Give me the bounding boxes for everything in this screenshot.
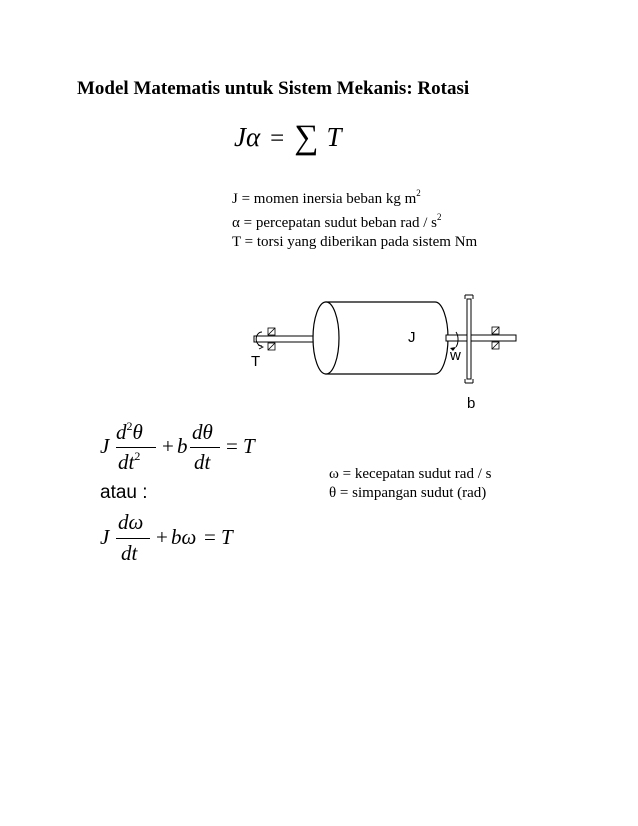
main-equation-equals: = bbox=[270, 125, 285, 152]
definition-J: J = momen inersia beban kg $m^2$ bbox=[232, 188, 421, 207]
main-equation-lhs: Jα bbox=[234, 122, 261, 152]
eq2-J: J bbox=[100, 525, 110, 549]
eq2-rhs: T bbox=[221, 525, 233, 549]
eq1-b: b bbox=[177, 434, 188, 458]
inertia-cylinder bbox=[313, 302, 448, 374]
sum-symbol: ∑ bbox=[294, 119, 319, 156]
eq2-plus: + bbox=[156, 525, 168, 549]
eq1-fraction-bar-1 bbox=[116, 447, 156, 448]
definition-alpha: α = percepatan sudut beban rad / $s^2$ bbox=[232, 212, 442, 231]
diagram-label-omega: w bbox=[450, 347, 461, 364]
eq1-equals: = bbox=[226, 434, 238, 458]
eq1-fraction-bar-2 bbox=[190, 447, 220, 448]
definition-T: T = torsi yang diberikan pada sistem Nm bbox=[232, 234, 478, 250]
diagram-label-torque: T bbox=[251, 353, 261, 370]
atau-label: atau : bbox=[100, 482, 148, 503]
eq1-rhs: T bbox=[243, 434, 255, 458]
eq1-numerator-2: dθ bbox=[192, 420, 213, 444]
diagram-label-damper: b bbox=[467, 395, 476, 412]
eq2-numerator: dω bbox=[118, 510, 144, 534]
diagram-label-inertia: J bbox=[408, 329, 416, 346]
main-equation bbox=[234, 117, 342, 156]
eq2-equals: = bbox=[204, 525, 216, 549]
definitions-list-2 bbox=[329, 465, 491, 503]
left-shaft bbox=[254, 336, 322, 342]
eq2-fraction-bar bbox=[116, 538, 150, 539]
definition-omega: ω = kecepatan sudut rad / s bbox=[329, 466, 492, 482]
rotational-system-diagram bbox=[240, 285, 530, 415]
definitions-list bbox=[232, 185, 477, 252]
main-equation-rhs: T bbox=[326, 122, 342, 152]
eq1-numerator-1: $d^2\theta$ bbox=[116, 419, 143, 444]
eq1-J: J bbox=[100, 434, 110, 458]
definition-theta: θ = simpangan sudut (rad) bbox=[329, 485, 487, 501]
equation-first-order bbox=[100, 510, 280, 570]
eq1-denominator-2: dt bbox=[194, 450, 211, 474]
eq2-bw: bω bbox=[171, 525, 197, 549]
eq2-denominator: dt bbox=[121, 541, 138, 565]
equation-second-order bbox=[100, 420, 300, 480]
page-title: Model Matematis untuk Sistem Mekanis: Rotasi bbox=[77, 78, 470, 99]
eq1-plus: + bbox=[162, 434, 174, 458]
eq1-denominator-1: $dt^2$ bbox=[118, 449, 141, 474]
right-shaft bbox=[446, 335, 516, 341]
